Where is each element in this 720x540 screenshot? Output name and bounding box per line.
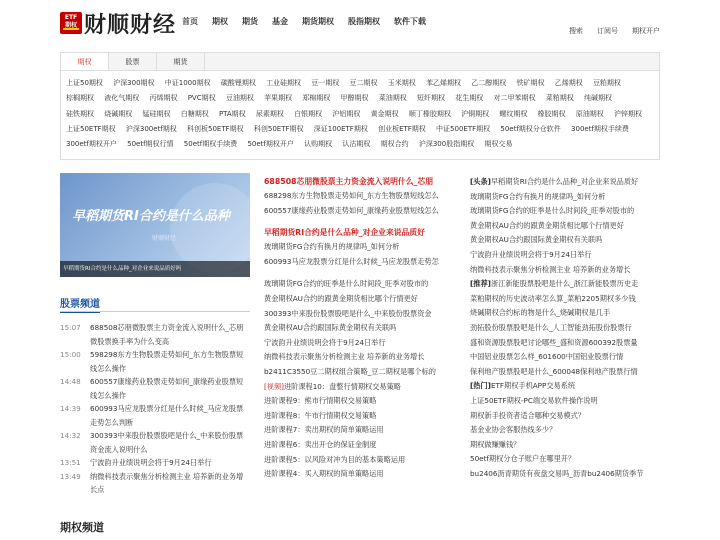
news-title[interactable]: 浙江新能股票股吧是什么_浙江新能股票历史走 — [490, 279, 639, 289]
tab-options[interactable]: 期权 — [61, 53, 109, 70]
right-news-link[interactable] — [470, 233, 660, 248]
open-account-link[interactable]: 期权开户 — [632, 27, 660, 35]
news-title[interactable]: 50etf期权分仓子账户在哪里开？ — [470, 454, 576, 464]
middle-news-column — [264, 175, 456, 482]
video-tag: [视频] — [264, 381, 284, 391]
category-link[interactable]: 甲醇期权 — [340, 94, 369, 103]
right-news-link[interactable] — [470, 248, 660, 263]
news-title[interactable]: 烧碱期权合约标的物是什么_烧碱期权是几手 — [470, 308, 611, 318]
news-title[interactable]: 宁波韵升业绩说明会将于9月24日举行 — [470, 249, 592, 259]
category-link[interactable]: 上证50ETF期权 — [66, 124, 116, 133]
video-title[interactable]: 进阶课程7：卖出期权的简单策略运用 — [264, 425, 384, 435]
nav-item-futures[interactable]: 期货 — [242, 17, 258, 26]
banner-caption[interactable]: 早稻期货RI合约是什么品种_对企业来说品质好吗 — [60, 261, 250, 277]
right-news-link[interactable] — [470, 394, 660, 409]
logo-text: 财顺财经 — [84, 11, 177, 38]
news-title[interactable]: 黄金期权AU合约跟国际黄金期权有关联吗 — [470, 235, 603, 245]
options-section-title[interactable]: 期权频道 — [60, 521, 104, 534]
category-link[interactable]: 棕榈期权 — [66, 94, 94, 103]
video-course-link[interactable] — [264, 409, 456, 424]
category-link[interactable]: 沪深300etf期权 — [125, 124, 177, 133]
news-title[interactable]: 玻璃期货FG合约的旺季是什么时间段_旺季对股市的 — [470, 206, 635, 216]
main-nav — [182, 16, 440, 27]
category-link[interactable]: 创业板ETF期权 — [378, 124, 426, 133]
right-news-link[interactable] — [470, 277, 660, 292]
category-link[interactable]: 认购期权 — [304, 140, 333, 149]
category-link[interactable]: 沪铜期权 — [461, 109, 490, 118]
stock-news-item[interactable] — [60, 348, 250, 375]
news-link[interactable]: 玻璃期货FG合约的旺季是什么时间段_旺季对股市的 — [264, 279, 429, 289]
category-link[interactable]: 丙烯期权 — [149, 94, 178, 103]
stock-news-item[interactable] — [60, 402, 250, 429]
stock-section-title[interactable]: 股票频道 — [60, 295, 100, 313]
right-news-link[interactable] — [470, 306, 660, 321]
category-link[interactable]: 300etf期权开户 — [66, 140, 117, 149]
right-news-link[interactable] — [470, 467, 660, 482]
category-link[interactable]: 豆二期权 — [349, 79, 378, 87]
news-link[interactable]: 600993马应龙股票分红是什么时候_马应龙股票走势怎 — [264, 256, 439, 266]
news-link[interactable]: 玻璃期货FG合约有换月的规律吗_如何分析 — [264, 242, 400, 252]
category-link[interactable]: 豆油期权 — [225, 94, 254, 103]
video-course-link[interactable] — [264, 394, 456, 409]
category-link[interactable]: 豆一期权 — [311, 79, 340, 87]
tab-futures[interactable]: 期货 — [157, 53, 205, 70]
category-link[interactable]: 中证1000期权 — [164, 79, 211, 87]
right-news-link[interactable] — [470, 336, 660, 351]
news-title[interactable]: 黄金期权AU合约的跟黄金期货相比哪个行情更好 — [470, 220, 624, 230]
category-link[interactable]: 郑棉期权 — [302, 94, 331, 103]
stock-news-item[interactable] — [60, 375, 250, 402]
news-link[interactable]: 宁波韵升业绩说明会将于9月24日举行 — [264, 337, 386, 347]
category-link[interactable]: 液化气期权 — [104, 94, 140, 103]
stock-news-item[interactable] — [60, 321, 250, 348]
category-link[interactable]: 烧碱期权 — [104, 109, 133, 118]
category-link[interactable]: 黄金期权 — [370, 109, 399, 118]
nav-item-options[interactable]: 期权 — [212, 17, 228, 26]
category-link[interactable]: 50etf期权分仓软件 — [500, 124, 561, 133]
right-news-link[interactable] — [470, 379, 660, 394]
banner-subtitle: 财顺财经 — [152, 235, 177, 242]
category-link[interactable]: 铁矿期权 — [516, 79, 545, 87]
category-link[interactable]: 螺纹期权 — [499, 109, 528, 118]
right-news-link[interactable] — [470, 452, 660, 467]
right-news-link[interactable] — [470, 190, 660, 205]
news-link[interactable]: 600557康缘药业股票走势如何_康缘药业股票短线怎么 — [264, 205, 439, 215]
category-link[interactable]: 豆粕期权 — [592, 79, 621, 87]
category-link[interactable]: 玉米期权 — [387, 79, 416, 87]
news-title[interactable]: 期权做赚赚钱？ — [470, 439, 521, 449]
category-link[interactable]: 深证100ETF期权 — [313, 124, 368, 133]
featured-banner[interactable] — [60, 173, 250, 277]
right-news-link[interactable] — [470, 423, 660, 438]
news-title[interactable]: 盛和资源股票股吧讨论哪些_盛和资源600392股票量 — [470, 337, 638, 347]
video-course-link[interactable] — [264, 438, 456, 453]
category-link[interactable]: 上证50期权 — [66, 79, 103, 87]
category-link[interactable]: 苹果期权 — [264, 94, 293, 103]
video-course-link[interactable] — [264, 453, 456, 468]
headline-link[interactable]: 早稻期货RI合约是什么品种_对企业来说品质好 — [264, 228, 425, 238]
news-time: 13:51 — [60, 458, 81, 467]
category-link[interactable]: 尿素期权 — [255, 109, 284, 118]
news-time: 15:07 — [60, 323, 81, 332]
category-link[interactable]: 乙烯期权 — [554, 79, 583, 87]
right-news-column — [470, 175, 660, 481]
category-link[interactable]: 认沽期权 — [342, 140, 371, 149]
category-link[interactable]: 300etf期权手续费 — [571, 124, 629, 133]
header-right-links — [555, 26, 660, 36]
news-time: 15:00 — [60, 350, 81, 359]
news-time: 14:48 — [60, 377, 81, 386]
search-link[interactable]: 搜索 — [569, 27, 583, 35]
nav-item-index-options[interactable]: 股指期权 — [348, 17, 380, 26]
category-tabs — [61, 53, 659, 71]
news-title[interactable]: 纳微科技表示聚焦分析检测主业 培养新的业务增长 — [470, 264, 631, 274]
category-link[interactable]: 原油期权 — [575, 109, 604, 118]
category-link[interactable]: 科创板50ETF期权 — [187, 124, 244, 133]
right-news-link[interactable] — [470, 321, 660, 336]
news-title[interactable]: 基金业协会客服热线多少？ — [470, 425, 557, 435]
news-time: 14:39 — [60, 404, 81, 413]
stock-news-item[interactable] — [60, 470, 250, 497]
section-tag: [推荐] — [470, 279, 491, 289]
news-title[interactable]: 纳微科技表示聚焦分析检测主业 培养新的业务增长点 — [90, 471, 244, 494]
news-title[interactable]: 300393中来股份股票股吧是什么_中来股份股票资金流入说明什么 — [90, 431, 244, 454]
category-link[interactable]: 顺丁橡胶期权 — [408, 109, 451, 118]
category-link[interactable]: 菜粕期权 — [545, 94, 574, 103]
right-news-link[interactable] — [470, 350, 660, 365]
category-link[interactable]: 期权交易 — [484, 140, 513, 149]
category-link[interactable]: 苯乙烯期权 — [426, 79, 461, 87]
right-news-link[interactable] — [470, 292, 660, 307]
category-link[interactable]: 乙二醇期权 — [471, 79, 507, 87]
nav-item-funds[interactable]: 基金 — [272, 17, 288, 26]
news-link[interactable]: b2411C3550豆二期权组合策略_豆二期权是哪个标的 — [264, 366, 436, 376]
right-news-link[interactable] — [470, 263, 660, 278]
news-link[interactable]: 688298东方生物股票走势如何_东方生物股票短线怎么 — [264, 191, 439, 200]
category-link[interactable]: 橡胶期权 — [537, 109, 566, 118]
news-time: 14:32 — [60, 431, 81, 440]
news-title[interactable]: 中国铝业股票怎么样_601600中国铝业股票行情 — [470, 352, 624, 362]
nav-item-home[interactable]: 首页 — [182, 17, 198, 26]
headline-link[interactable]: 688508芯朋微股票主力资金流入说明什么_芯朋 — [264, 177, 433, 186]
category-link[interactable]: 沪铝期权 — [332, 109, 361, 118]
video-course-link[interactable] — [264, 380, 456, 395]
category-link[interactable]: PTA期权 — [218, 109, 246, 118]
site-logo[interactable] — [60, 10, 176, 36]
video-title[interactable]: 进阶课程4：买入期权的简单策略运用 — [264, 469, 384, 479]
category-link[interactable]: 工业硅期权 — [266, 79, 302, 87]
category-link[interactable]: 50etf期权手续费 — [183, 140, 238, 149]
video-title[interactable]: 进阶课程9：熊市行情期权交易策略 — [264, 396, 377, 406]
news-time: 13:49 — [60, 471, 81, 481]
right-news-link[interactable] — [470, 365, 660, 380]
news-title[interactable]: 早稻期货RI合约是什么品种_对企业来说品质好 — [490, 177, 639, 186]
section-tag: [热门] — [470, 381, 491, 391]
right-news-link[interactable] — [470, 175, 660, 190]
logo-badge-icon: ETF 期权 — [60, 12, 82, 34]
category-link[interactable]: 沪深300期权 — [113, 79, 155, 87]
news-title[interactable]: 劲拓股份股票股吧是什么_人工智能劲拓股份股票行 — [470, 322, 632, 332]
tab-stocks[interactable]: 股票 — [109, 53, 157, 70]
category-box — [60, 52, 660, 160]
news-title[interactable]: 600557康缘药业股票走势如何_康缘药业股票短线怎么操作 — [90, 377, 244, 400]
category-link[interactable]: 期权合约 — [380, 140, 409, 149]
stock-section-divider — [60, 311, 250, 312]
video-course-link[interactable] — [264, 423, 456, 438]
category-link[interactable]: 碳酸锂期权 — [220, 79, 256, 87]
category-link[interactable]: 科创50ETF期权 — [253, 124, 304, 133]
category-link[interactable]: 50etf期权行情 — [127, 140, 174, 149]
news-title[interactable]: 玻璃期货FG合约有换月的规律吗_如何分析 — [470, 191, 606, 201]
news-link[interactable]: 300393中来股份股票股吧是什么_中来股份股票资金 — [264, 308, 432, 318]
category-link[interactable]: 中证500ETF期权 — [436, 124, 491, 133]
right-news-link[interactable] — [470, 204, 660, 219]
news-title[interactable]: 期权新手投资者适合哪种交易模式？ — [470, 410, 586, 420]
category-link[interactable]: 菜油期权 — [378, 94, 407, 103]
subscribe-link[interactable]: 订阅号 — [597, 27, 618, 35]
video-title[interactable]: 进阶课程5：以风险对冲为目的基本策略运用 — [264, 454, 406, 464]
news-link[interactable]: 黄金期权AU合约跟国际黄金期权有关联吗 — [264, 323, 397, 333]
category-link[interactable]: 纯碱期权 — [583, 94, 612, 103]
category-links — [61, 71, 659, 152]
stock-news-item[interactable] — [60, 429, 250, 456]
news-title[interactable]: bu2406沥青期货有夜盘交易吗_沥青bu2406期货季节 — [470, 468, 644, 478]
news-title[interactable]: 上证50ETF期权-PC端交易软件操作说明 — [470, 395, 598, 405]
video-title[interactable]: 进阶课程8：牛市行情期权交易策略 — [264, 410, 377, 420]
banner-decoration — [170, 183, 250, 273]
category-link[interactable]: 白银期权 — [294, 109, 323, 118]
category-link[interactable]: 锰硅期权 — [142, 109, 171, 118]
right-news-link[interactable] — [470, 438, 660, 453]
news-title[interactable]: 600993马应龙股票分红是什么时候_马应龙股票走势怎么判断 — [90, 404, 244, 427]
video-course-link[interactable] — [264, 467, 456, 482]
news-title[interactable]: 598298东方生物股票走势如何_东方生物股票短线怎么操作 — [90, 350, 244, 373]
news-link[interactable]: 黄金期权AU合约的跟黄金期货相比哪个行情更好 — [264, 293, 418, 303]
banner-title: 早稻期货RI合约是什么品种 — [72, 209, 230, 224]
nav-item-futures-options[interactable]: 期货期权 — [302, 17, 334, 26]
stock-news-list — [60, 321, 250, 497]
video-title[interactable]: 进阶课程6：卖出开仓的保证金制度 — [264, 439, 377, 449]
nav-item-software[interactable]: 软件下载 — [394, 17, 426, 26]
news-title[interactable]: 保利地产股票股吧是什么_600048保利地产股票行情 — [470, 366, 638, 376]
news-title[interactable]: 688508芯朋微股票主力资金流入说明什么_芯朋微股票换手率为什么变高 — [90, 323, 244, 346]
category-link[interactable]: 沪锌期权 — [614, 109, 643, 118]
right-news-link[interactable] — [470, 219, 660, 234]
right-news-link[interactable] — [470, 409, 660, 424]
category-link[interactable]: 硅铁期权 — [66, 109, 94, 118]
site-header — [0, 0, 720, 46]
stock-news-item[interactable] — [60, 456, 250, 470]
category-link[interactable]: 白糖期权 — [180, 109, 209, 118]
video-title[interactable]: 进阶课程10：盘整行情期权交易策略 — [283, 381, 401, 391]
news-title[interactable]: 宁波韵升业绩说明会将于9月24日举行 — [90, 458, 212, 467]
section-tag: [头条] — [470, 177, 491, 186]
news-link[interactable]: 纳微科技表示聚焦分析检测主业 培养新的业务增长 — [264, 352, 425, 362]
category-link[interactable]: 沪深300股指期权 — [418, 140, 475, 149]
category-link[interactable]: PVC期权 — [187, 94, 216, 103]
news-title[interactable]: ETF期权手机APP交易系统 — [490, 381, 576, 391]
category-link[interactable]: 短纤期权 — [417, 94, 446, 103]
news-title[interactable]: 菜粕期权的历史波动率怎么算_菜粕2205期权多少钱 — [470, 293, 636, 303]
category-link[interactable]: 50etf期权开户 — [247, 140, 294, 149]
category-link[interactable]: 对二甲苯期权 — [493, 94, 536, 103]
category-link[interactable]: 花生期权 — [455, 94, 484, 103]
